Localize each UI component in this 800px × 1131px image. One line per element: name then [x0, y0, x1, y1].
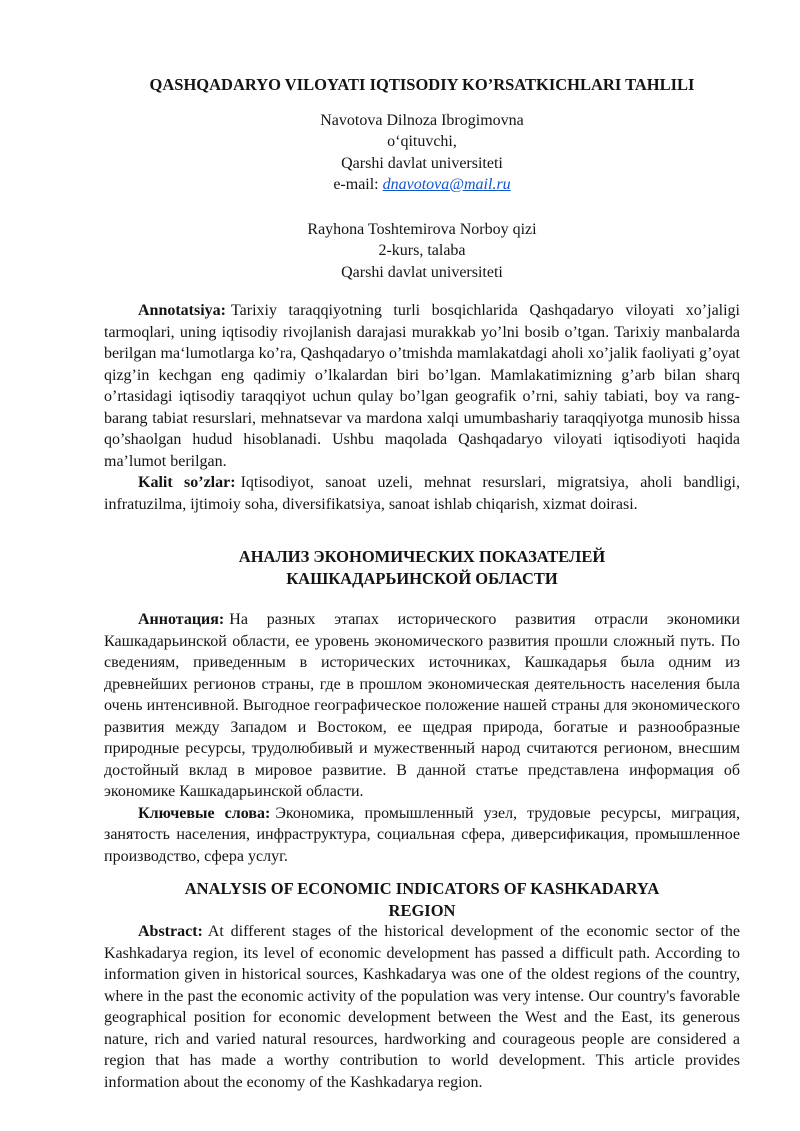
author-1-name: Navotova Dilnoza Ibrogimovna	[320, 111, 524, 129]
ru-article-title	[104, 546, 740, 589]
en-abstract-text: At different stages of the historical development of the economic sector of the Kashkadarya region, its level of economic development has passed a difficult path. According to information given in historical sources, Kashkadarya was one of the oldest regions of the country, where in the past the economic activity of the population was very intense. Our country's favorable geographical position for economic development between the West and the East, its generous nature, rich and varied natural resources, hardworking and courageous people are considered a region that has made a worthy contribution to world development. This article provides information about the economy of the Kashkadarya region.	[104, 923, 740, 1091]
spacer	[104, 589, 740, 609]
spacer	[104, 867, 740, 878]
uz-abstract-text: Tarixiy taraqqiyotning turli bosqichlarida Qashqadaryo viloyati xo’jaligi tarmoqlari, uning iqtisodiy rivojlanish darajasi murakkab yo’lni bosib o’tgan. Tarixiy manbalarda berilgan ma‘lumotlarga ko’ra, Qashqadaryo o’tmishda mamlakatdagi aholi xo’jalik faoliyati g’oyat qizg’in kechgan eng qadimiy o’lkalardan biri bo’lgan. Mamlakatimizning g’arb bilan sharq o’rtasidagi iqtisodiy taraqqiyot uchun qulay bo’lgan geografik o’rni, sahiy tabiati, boy va rang-barang tabiat resurslari, mehnatsevar va mardona xalqi umumbashariy taraqqiyotga munosib hissa qo’shaolgan hudud hisoblanadi. Ushbu maqolada Qashqadaryo viloyati iqtisodiyoti haqida ma’lumot berilgan.	[104, 302, 740, 470]
ru-title-line-1: АНАЛИЗ ЭКОНОМИЧЕСКИХ ПОКАЗАТЕЛЕЙ	[238, 547, 606, 566]
email-label: e-mail:	[333, 176, 379, 193]
author-1-email-line	[104, 174, 740, 196]
uz-keywords-text: Iqtisodiyot, sanoat uzeli, mehnat resurslari, migratsiya, aholi bandligi, infratuzilma, ijtimoiy soha, diversifikatsiya, sanoat ishlab chiqarish, xizmat doirasi.	[104, 474, 740, 513]
en-abstract-label: Abstract:	[138, 923, 203, 940]
spacer	[104, 515, 740, 546]
en-article-title	[104, 878, 740, 921]
en-title-line-2: REGION	[388, 900, 456, 920]
email-link[interactable]: dnavotova@mail.ru	[382, 176, 511, 193]
uz-abstract-paragraph	[104, 300, 740, 472]
ru-keywords-text: Экономика, промышленный узел, трудовые ресурсы, миграция, занятость населения, инфраструктура, социальная сфера, диверсификация, промышленное производство, сфера услуг.	[104, 804, 741, 865]
author-1-role: o‘qituvchi,	[387, 133, 457, 150]
ru-abstract-label: Аннотация:	[138, 611, 225, 628]
uz-keywords-paragraph	[104, 472, 740, 515]
ru-keywords-paragraph	[104, 803, 740, 868]
ru-keywords-label: Ключевые слова:	[138, 804, 271, 822]
ru-title-line-2: КАШКАДАРЬИНСКОЙ ОБЛАСТИ	[286, 568, 558, 588]
author-2-affiliation: Qarshi davlat universiteti	[341, 263, 503, 281]
en-title-line-1: ANALYSIS OF ECONOMIC INDICATORS OF KASHKADARYA	[184, 879, 660, 898]
author-2-role: 2-kurs, talaba	[378, 242, 466, 259]
uz-abstract-label: Annotatsiya:	[138, 302, 227, 319]
spacer	[104, 196, 740, 219]
en-abstract-paragraph	[104, 921, 740, 1093]
uz-article-title: QASHQADARYO VILOYATI IQTISODIY KO’RSATKICHLARI TAHLILI	[149, 75, 695, 94]
ru-abstract-text: На разных этапах исторического развития отрасли экономики Кашкадарьинской области, ее уровень экономического развития прошли сложный путь. По сведениям, приведенным в исторических источниках, Кашкадарья была одним из древнейших регионов страны, где в прошлом экономическая деятельность населения была очень интенсивной. Выгодное географическое положение нашей страны для экономического развития между Западом и Востоком, ее щедрая природа, богатые и разнообразные природные ресурсы, трудолюбивый и мужественный народ считаются регионом, внесшим достойный вклад в мировое развитие. В данной статье представлена информация об экономике Кашкадарьинской области.	[104, 611, 740, 800]
uz-keywords-label: Kalit so’zlar:	[138, 474, 236, 491]
ru-abstract-paragraph	[104, 609, 740, 803]
author-block-1	[104, 110, 740, 196]
spacer	[104, 283, 740, 300]
author-2-name: Rayhona Toshtemirova Norboy qizi	[307, 220, 537, 238]
author-1-affiliation: Qarshi davlat universiteti	[341, 154, 503, 172]
author-block-2	[104, 219, 740, 284]
